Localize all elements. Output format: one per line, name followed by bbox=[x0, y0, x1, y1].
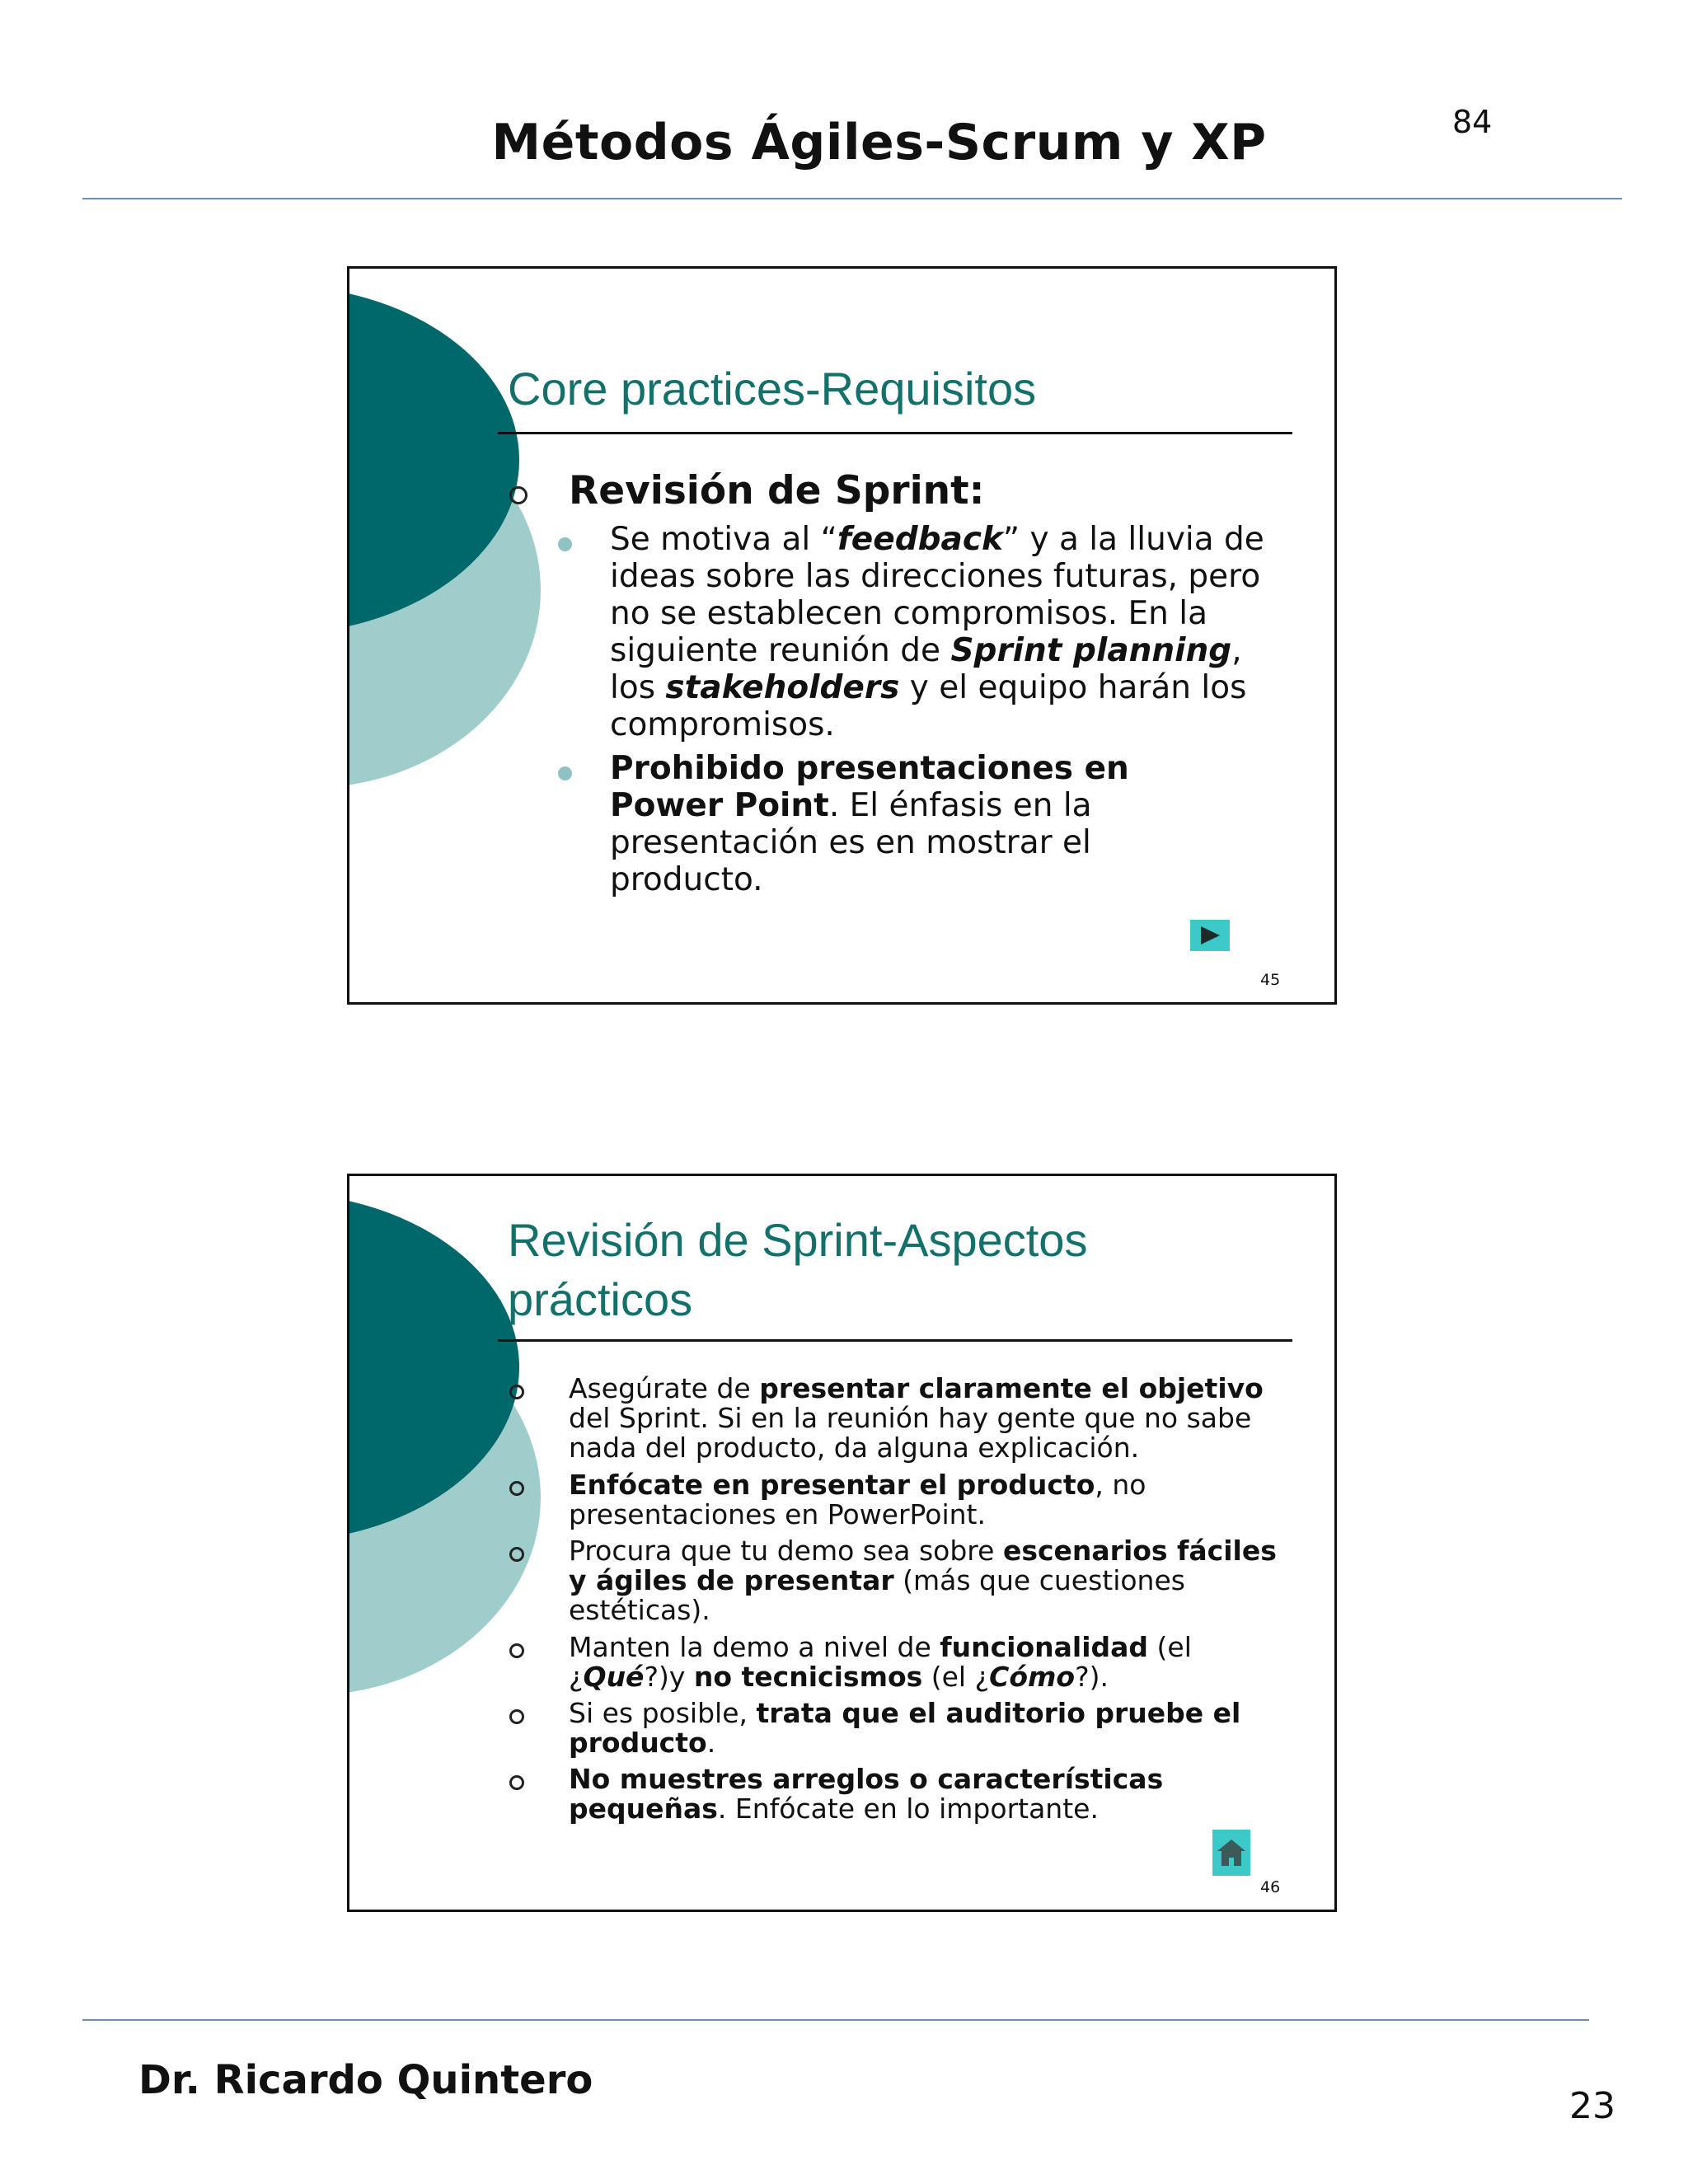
slide-title: Core practices-Requisitos bbox=[508, 363, 1037, 415]
slide-45 bbox=[347, 266, 1337, 1005]
footer-rule bbox=[82, 2019, 1589, 2021]
home-button[interactable] bbox=[1212, 1830, 1250, 1876]
list-item: No muestres arreglos o características pequeñas. Enfócate en lo importante. bbox=[569, 1763, 1164, 1825]
open-bullet-icon bbox=[509, 1385, 524, 1399]
page-title: Métodos Ágiles-Scrum y XP bbox=[491, 114, 1267, 171]
list-item: Si es posible, trata que el auditorio pruebe el producto. bbox=[569, 1697, 1241, 1759]
header-rule bbox=[82, 198, 1622, 199]
open-bullet-icon bbox=[509, 1709, 524, 1724]
list-item: Manten la demo a nivel de funcionalidad (el ¿Qué?)y no tecnicismos (el ¿Cómo?). bbox=[569, 1631, 1192, 1693]
open-bullet-icon bbox=[509, 1547, 524, 1562]
next-slide-button[interactable] bbox=[1190, 920, 1230, 951]
open-bullet-icon bbox=[509, 1643, 524, 1658]
slide-number: 45 bbox=[1260, 971, 1281, 989]
list-item: Procura que tu demo sea sobre escenarios fáciles y ágiles de presentar (más que cuestiones estéticas). bbox=[569, 1535, 1277, 1626]
footer-page-number: 23 bbox=[1569, 2085, 1615, 2127]
open-bullet-icon bbox=[509, 486, 528, 504]
house-icon bbox=[1212, 1830, 1250, 1876]
slide-title-rule bbox=[498, 432, 1292, 434]
slide-number: 46 bbox=[1260, 1878, 1281, 1896]
header-page-number: 84 bbox=[1452, 104, 1493, 140]
open-bullet-icon bbox=[509, 1481, 524, 1496]
list-item: Enfócate en presentar el producto, no presentaciones en PowerPoint. bbox=[569, 1469, 1146, 1530]
slide-title: Revisión de Sprint-Aspectos prácticos bbox=[508, 1214, 1088, 1325]
list-item: Asegúrate de presentar claramente el objetivo del Sprint. Si en la reunión hay gente que no sabe nada del producto, da alguna explicación. bbox=[569, 1372, 1264, 1464]
footer-author: Dr. Ricardo Quintero bbox=[138, 2057, 593, 2103]
dot-bullet-icon bbox=[558, 537, 572, 551]
slide-heading: Revisión de Sprint: bbox=[569, 468, 985, 513]
bullet-feedback: Se motiva al “feedback” y a la lluvia de ideas sobre las direcciones futuras, pero no se establecen compromisos. En la siguiente reunión de Sprint planning, los stakeholders y el equipo harán los compromisos. bbox=[610, 521, 1264, 743]
bullet-powerpoint: Prohibido presentaciones en Power Point. El énfasis en la presentación es en mostrar el producto. bbox=[610, 750, 1129, 898]
play-icon bbox=[1190, 920, 1230, 951]
dot-bullet-icon bbox=[558, 766, 572, 780]
open-bullet-icon bbox=[509, 1775, 524, 1790]
slide-46 bbox=[347, 1174, 1337, 1912]
slide-title-rule bbox=[498, 1339, 1292, 1342]
